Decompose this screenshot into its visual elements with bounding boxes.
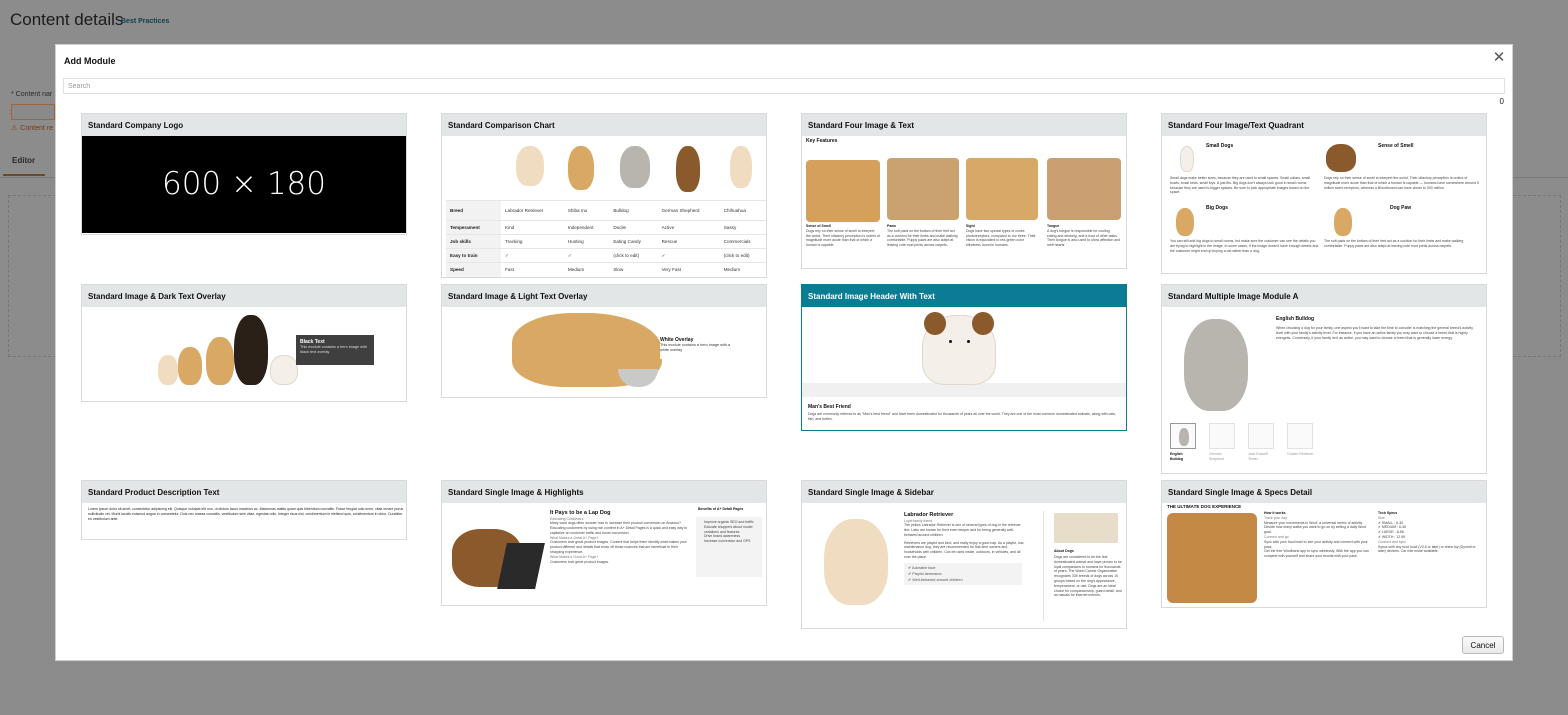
module-card-four-image-text[interactable] (801, 113, 1127, 269)
feature-text: The soft pads on the bottom of their feet act as a cushion for their limbs and make walking comfortable. Puppy paws are also adept at leaving cute mud prints across carpets. (887, 228, 958, 248)
check-item (908, 577, 1018, 583)
table-cell: ✓ (658, 249, 720, 263)
feature-label: Sight (966, 224, 975, 228)
table-cell: (click to edit) (720, 249, 767, 263)
module-card-image-header[interactable] (801, 284, 1127, 431)
card-title: Standard Image Header With Text (802, 285, 1126, 307)
card-title: Standard Multiple Image Module A (1162, 285, 1486, 307)
card-title: Standard Image & Dark Text Overlay (82, 285, 406, 307)
thumbnail-selected[interactable] (1170, 423, 1196, 449)
quadrant-label: Dog Paw (1390, 205, 1412, 211)
table-row (446, 221, 767, 235)
check-label: Playful demeanor (912, 571, 942, 576)
search-input[interactable] (63, 78, 1505, 94)
module-card-light-overlay[interactable] (441, 284, 767, 398)
check-icon: ✔ (1378, 525, 1382, 530)
quadrant-text: The soft pads on the bottom of their feet act as a cushion for their limbs and make walking comfortable. Puppy paws are also adept at leaving cute mud prints across carpets. (1324, 239, 1464, 248)
table-cell: Breed (446, 201, 501, 221)
table-cell: Kind (501, 221, 564, 235)
module-card-comparison-chart[interactable] (441, 113, 767, 278)
dog-image-shiba (568, 146, 594, 190)
table-cell: Docile (609, 221, 657, 235)
comparison-table (446, 200, 767, 277)
thumbnail-dog (1179, 428, 1189, 446)
check-icon: ✔ (1378, 530, 1382, 535)
column-text: MEDIUM : 6-36 (1381, 525, 1407, 530)
highlights-paragraph: Customers love great product images. Content that helps them identify what makes your product different and details that show off those nuances that are beneficial to their shopping experience. (550, 540, 687, 555)
cancel-button[interactable]: Cancel (1462, 636, 1504, 654)
caption-heading: Man's Best Friend (808, 404, 851, 410)
table-cell: Eating Candy (609, 235, 657, 249)
quadrant-text: You can still add big dogs to small rooms, but make sure the customer can see the details you are trying to highlight in the image. In some cases, if the image doesn't have enough details and the customer might end up buying a cat rather than a dog. (1170, 239, 1319, 253)
quadrant-label: Big Dogs (1206, 205, 1228, 211)
column-text: LARGE : 8-56 (1381, 530, 1404, 535)
description-text: Lorem ipsum dolor sit amet, consectetur adipiscing elit. Quisque volutpat elit non, ut dictum lacus maximus ac. Maecenas mattis quam quis bibendum convallis. Fusce feugiat odio enim, vitae ornare purus sollicitudin vel. Morbi iaculis euismod augue in consectetur. Duis nec massa convallis, vestibulum sem vitae, egestas odio. Integer risus nisl, condimentum in eleifend quis, condimentum in dolor. Curabitur eu vestibulum ante. (88, 507, 404, 521)
overlay-heading: White Overlay (660, 337, 694, 343)
feature-item (887, 224, 959, 248)
overlay-text: This module contains a hero image with a white overlay (660, 343, 731, 352)
thumbnail[interactable] (1248, 423, 1274, 449)
dog-image-chihuahua (730, 146, 752, 188)
column-text: SMALL : 6-30 (1381, 520, 1404, 525)
thumbnail-label: German Shepherd (1209, 452, 1225, 461)
sidebar-item: Drive brand awareness (704, 534, 740, 539)
table-cell: ✓ (501, 249, 564, 263)
table-cell: Chihuahua (720, 201, 767, 221)
best-practices-link[interactable]: Best Practices (121, 18, 170, 25)
dog-image (158, 355, 178, 385)
check-icon: ✔ (908, 571, 913, 576)
highlights-subheading: Educating Customers (550, 516, 584, 521)
table-cell: Slow (609, 263, 657, 277)
highlights-heading: It Pays to be a Lap Dog (550, 510, 611, 516)
module-card-single-highlights[interactable] (441, 480, 767, 606)
check-label: Well-behaved around children (912, 577, 963, 582)
column-text: Connect and sync (1378, 539, 1407, 544)
thumbnail[interactable] (1209, 423, 1235, 449)
highlights-paragraph: Customers love great product images. (550, 559, 610, 564)
module-card-specs-detail[interactable] (1161, 480, 1487, 608)
sidebar-heading: About Dogs (1054, 549, 1074, 553)
warning-text: Content re (20, 125, 53, 132)
sidebar-item: Increase conversion and GPS (704, 539, 751, 544)
puppy-ear (972, 312, 994, 335)
content-name-label: * Content nar (11, 91, 53, 98)
card-title: Standard Four Image/Text Quadrant (1162, 114, 1486, 136)
dog-image (206, 337, 234, 385)
highlights-content (550, 511, 690, 564)
table-cell: Rescue (658, 235, 720, 249)
feature-label: Tongue (1047, 224, 1060, 228)
puppy-eye (949, 340, 952, 343)
dog-image (270, 355, 298, 385)
drop-zone (8, 195, 56, 357)
table-cell: Medium (564, 263, 610, 277)
dog-paw-image (887, 158, 959, 220)
column-text: Decide how many walks you want to go on by setting a daily Woof goal. (1264, 525, 1367, 535)
text-overlay-box (660, 335, 732, 359)
feature-label: Sense of Smell (806, 224, 831, 228)
big-dog-image (1176, 208, 1194, 236)
sidebar-divider (1043, 511, 1044, 621)
column-text: Syncs with any food bowl (V0.6 or later) or chew toy (Dynmit or later) devices. Car ride mode available. (1378, 544, 1476, 554)
dog-eye-image (966, 158, 1038, 220)
feature-item (966, 224, 1038, 248)
dog-image (178, 347, 202, 385)
table-row (446, 263, 767, 277)
module-heading: English Bulldog (1276, 316, 1315, 322)
module-card-single-sidebar[interactable] (801, 480, 1127, 629)
thumbnail-label: English Bulldog (1170, 452, 1184, 461)
divider (1513, 177, 1568, 178)
card-title: Standard Single Image & Specs Detail (1162, 481, 1486, 503)
table-cell: Tracking (501, 235, 564, 249)
dog-nose-image (1326, 144, 1356, 172)
sidebar-heading: Benefits of A+ Detail Pages (698, 507, 744, 511)
column-text: Sync with your food bowl to see your activity and connect with your pack. (1264, 539, 1368, 549)
sidebar-item: Improve organic SEO and traffic (704, 520, 754, 524)
check-label: Adorable face (912, 565, 936, 570)
table-cell: Labrador Retriever (501, 201, 564, 221)
column-text: WIDTH : 12.95 (1381, 534, 1406, 539)
feature-item (806, 224, 880, 248)
quadrant-label: Sense of Smell (1378, 143, 1414, 149)
dog-image-labrador (516, 146, 544, 186)
table-cell: (click to edit) (609, 249, 657, 263)
table-cell: Bulldog (609, 201, 657, 221)
page-title: Content details (10, 10, 124, 29)
table-row (446, 235, 767, 249)
highlights-subheading: What Makes a Good A+ Page? (550, 554, 599, 559)
card-title: Standard Product Description Text (82, 481, 406, 503)
labrador-puppy-image (824, 519, 888, 605)
card-title: Standard Single Image & Sidebar (802, 481, 1126, 503)
check-icon: ✔ (908, 565, 913, 570)
sidebar-text: Dogs are considered to be the first domesticated animal and have proven to be loyal companions to humans for thousands of years. The World Canine Organization recognizes 339 breeds of dogs across 10 groups based on the dog's appearance, temperament, or use. Dogs are an ideal choice for companionship, guard detail, and as rascals for internet memes. (1054, 555, 1122, 598)
table-cell: Active (658, 221, 720, 235)
specs-column (1264, 511, 1372, 559)
dog-image (234, 315, 268, 385)
column-heading: How it works (1264, 511, 1286, 515)
card-title: Standard Comparison Chart (442, 114, 766, 136)
main-heading: Labrador Retriever (904, 512, 954, 518)
dog-group-image (1054, 513, 1118, 543)
puppy-ear (924, 312, 946, 335)
feature-text: Dogs rely on their sense of smell to interpret the world. Their olfactory perception is orders of magnitude more acute than that of which a human is capable. (806, 228, 880, 248)
table-cell: Temperament (446, 221, 501, 235)
column-text: Get the free Woofband app to sync wirelessly. With the app you can compete with yourself and share your results with your pack. (1264, 549, 1369, 559)
module-card-four-quadrant[interactable] (1161, 113, 1487, 274)
dog-nose-image (806, 160, 880, 222)
tab-editor[interactable]: Editor (3, 150, 45, 176)
table-row (446, 249, 767, 263)
dialog-title: Add Module (64, 56, 116, 66)
close-icon[interactable]: ✕ (1492, 49, 1506, 66)
table-row (446, 201, 767, 221)
divider (0, 177, 55, 178)
card-title: Standard Four Image & Text (802, 114, 1126, 136)
highlights-subheading: What Makes a Great A+ Page? (550, 535, 599, 540)
card-title: Standard Image & Light Text Overlay (442, 285, 766, 307)
dog-paw-image (1334, 208, 1352, 236)
warning-icon: ⚠ (11, 125, 18, 132)
logo-placeholder-image: 600 × 180 (82, 136, 406, 233)
column-text: Track your day (1264, 515, 1288, 520)
drop-zone (1513, 195, 1561, 357)
table-cell: Easy to train (446, 249, 501, 263)
happy-dog-image (1167, 513, 1257, 603)
column-text: Connect and go (1264, 534, 1289, 539)
module-text: When choosing a dog for your family, one aspect you'll want to take the time to consider is matching the general breed's activity level with your family's activity level. For instance, if you have an active family you may want to choose a breed that is highly energetic. Conversely, if your family isn't as active, you may want to choose a breed that is generally lower energy. (1276, 326, 1473, 340)
table-cell: Medium (720, 263, 767, 277)
main-subheading: Loyal family friend (904, 518, 933, 523)
column-heading: Tech Specs (1378, 511, 1398, 515)
column-text: Size (1378, 515, 1385, 520)
check-icon: ✔ (908, 577, 913, 582)
content-name-field[interactable] (11, 104, 55, 120)
table-cell: Commercials (720, 235, 767, 249)
quadrant-text: Dogs rely on their sense of smell to interpret the world. Their olfactory perception is orders of magnitude more acute than that of which a human is capable — humans have somewhere around 5 million scent receptors, whereas a Bloodhound can have closer to 300 million. (1324, 176, 1479, 190)
bulldog-image (1184, 319, 1248, 411)
feature-text: A dog's tongue is responsible for cooling, eating and drinking, and a host of other tasks. Their tongue is also used to show affection and melt hearts. (1047, 228, 1121, 248)
module-card-multiple-image[interactable] (1161, 284, 1487, 474)
warning-message (11, 124, 53, 132)
main-paragraph: Retrievers are playful and kind, and really enjoy a good nap. As a playful, low-maintenance dog, they are recommended for first-time owners and households with children. Can be used inside, outdoors, in vehicles, and all over the place. (904, 540, 1025, 560)
table-surface (802, 383, 1126, 397)
check-icon: ✔ (1378, 534, 1382, 539)
thumbnail[interactable] (1287, 423, 1313, 449)
section-heading: Key Features (806, 138, 838, 144)
table-cell: Sassy (720, 221, 767, 235)
sidebar-main-content (904, 513, 1026, 585)
module-card-dark-overlay[interactable] (81, 284, 407, 402)
check-icon: ✔ (1378, 520, 1382, 525)
thumbnail-label: Golden Retriever (1287, 452, 1314, 456)
card-title: Standard Single Image & Highlights (442, 481, 766, 503)
dog-image-bulldog (620, 146, 650, 188)
quadrant-text: Small dogs make better sizes, because they are used to small spaces. Small collars, small bowls, small beds, small toys. A just fits. Big dogs don't always look good in small rooms, because they are used to bigger spaces. Be sure to pick appropriate images based on the space. (1170, 176, 1311, 195)
table-cell: Job skills (446, 235, 501, 249)
quadrant-label: Small Dogs (1206, 143, 1234, 149)
highlights-sidebar (696, 507, 762, 577)
overlay-heading: Black Text (300, 339, 325, 345)
specs-heading: THE ULTIMATE DOG EXPERIENCE (1167, 504, 1242, 509)
column-text: Measure your movements in Woof, a universal metric of activity. (1264, 520, 1363, 525)
module-card-company-logo[interactable] (81, 113, 407, 235)
table-cell: German Shepherd (658, 201, 720, 221)
overlay-text: This module contains a hero image with black text overlay (300, 345, 367, 354)
table-cell: Independent (564, 221, 610, 235)
feature-item (1047, 224, 1121, 248)
feature-label: Paws (887, 224, 896, 228)
puppy-image (922, 315, 996, 385)
specs-column (1378, 511, 1482, 554)
table-cell: Hunting (564, 235, 610, 249)
dog-image-german-shepherd (676, 146, 700, 192)
card-title: Standard Company Logo (82, 114, 406, 136)
laptop-image (497, 543, 545, 589)
table-cell: Very Fast (658, 263, 720, 277)
checklist-box (904, 563, 1022, 585)
table-cell: Fast (501, 263, 564, 277)
module-card-product-description[interactable] (81, 480, 407, 540)
small-dog-image (1180, 146, 1194, 172)
main-paragraph: The yellow Labrador Retriever is one of several types of dog in the retriever line. Labs are known for their even temper and for being generally well-behaved around children. (904, 523, 1021, 537)
sidebar-item: Educate shoppers about model variations and features (704, 524, 753, 534)
puppy-eye (967, 340, 970, 343)
add-module-dialog (55, 44, 1513, 661)
highlights-paragraph: Many want dogs often wonder how to increase their product conversion on Amazon? Educating customers by using rich content in A+ Detail Pages is a quick and easy way to capitalize on customer traffic and boost conversion. (550, 521, 688, 535)
result-count: 0 (1499, 97, 1504, 106)
feature-text: Dogs have two special types of cones photoreceptors, compared to our three. Their vision is equivalent to red-green color blindness found in humans. (966, 228, 1036, 248)
text-overlay-box (296, 335, 374, 365)
table-cell: ✓ (564, 249, 610, 263)
table-cell: Speed (446, 263, 501, 277)
thumbnail-label: Jack Russell Terrier (1248, 452, 1268, 461)
table-cell: Shiba Inu (564, 201, 610, 221)
caption-text: Dogs are commonly referred to as "Man's best friend" and have been domesticated for thousands of years all over the world. They are one of the most common domesticated animals, along with cats, fish, and turtles. (808, 412, 1116, 421)
dog-tongue-image (1047, 158, 1121, 220)
